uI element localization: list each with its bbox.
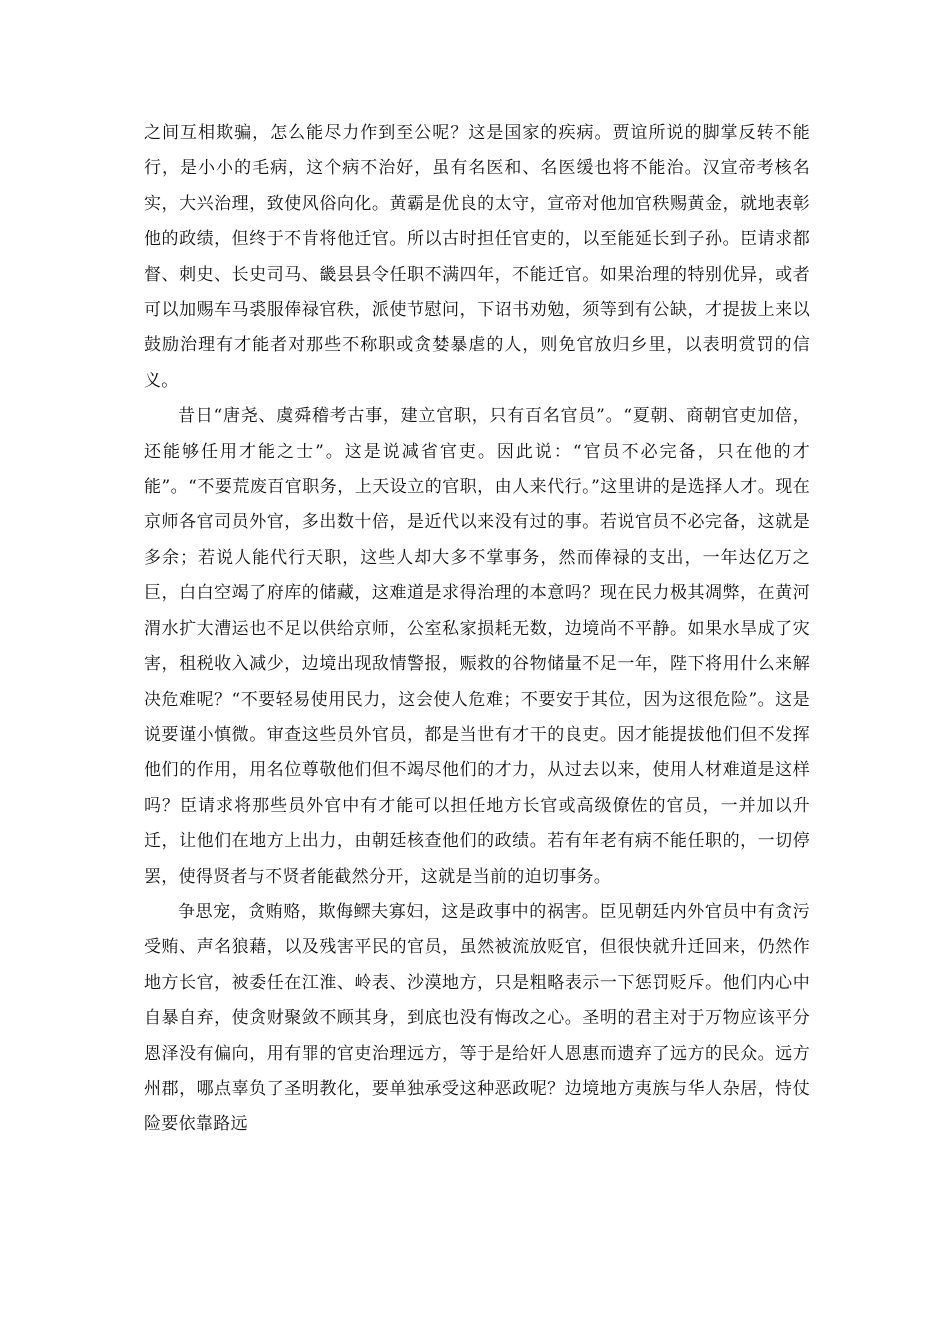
paragraph-1: 之间互相欺骗，怎么能尽力作到至公呢？这是国家的疾病。贾谊所说的脚掌反转不能行，是小小的毛病，这个病不治好，虽有名医和、名医缓也将不能治。汉宣帝考核名实，大兴治理，致使风俗向化。黄霸是优良的太守，宣帝对他加官秩赐黄金，就地表彰他的政绩，但终于不肯将他迁官。所以古时担任官吏的，以至能延长到子孙。臣请求都督、刺史、长史司马、畿县县令任职不满四年，不能迁官。如果治理的特别优异，或者可以加赐车马裘服俸禄官秩，派使节慰问，下诏书劝勉，须等到有公缺，才提拔上来以鼓励治理有才能者对那些不称职或贪婪暴虐的人，则免官放归乡里，以表明赏罚的信义。 bbox=[144, 123, 810, 391]
paragraph-2: 昔日“唐尧、虞舜稽考古事，建立官职，只有百名官员”。“夏朝、商朝官吏加倍，还能够任用才能之士”。这是说减省官吏。因此说：“官员不必完备，只在他的才能”。“不要荒废百官职务，上天设立的官职，由人来代行。”这里讲的是选择人才。现在京师各官司员外官，多出数十倍，是近代以来没有过的事。若说官员不必完备，这就是多余；若说人能代行天职，这些人却大多不掌事务，然而俸禄的支出，一年达亿万之巨，白白空竭了府库的储藏，这难道是求得治理的本意吗？现在民力极其凋弊，在黄河渭水扩大漕运也不足以供给京师，公室私家损耗无数，边境尚不平静。如果水旱成了灾害，租税收入减少，边境出现敌情警报，赈救的谷物储量不足一年，陛下将用什么来解决危难呢？“不要轻易使用民力，这会使人危难；不要安于其位，因为这很危险”。这是说要谨小慎微。审查这些员外官员，都是当世有才干的良吏。因才能提拔他们但不发挥他们的作用，用名位尊敬他们但不竭尽他们的才力，从过去以来，使用人材难道是这样吗？臣请求将那些员外官中有才能可以担任地方长官或高级僚佐的官员，一并加以升迁，让他们在地方上出力，由朝廷核查他们的政绩。若有年老有病不能任职的，一切停罢，使得贤者与不贤者能截然分开，这就是当前的迫切事务。 bbox=[144, 406, 810, 887]
paragraph-3: 争思宠，贪贿赂，欺侮鳏夫寡妇，这是政事中的祸害。臣见朝廷内外官员中有贪污受贿、声名狼藉，以及残害平民的官员，虽然被流放贬官，但很快就升迁回来，仍然作地方长官，被委任在江淮、岭表、沙漠地方，只是粗略表示一下惩罚贬斥。他们内心中自暴自弃，使贪财聚敛不顾其身，到底也没有悔改之心。圣明的君主对于万物应该平分恩泽没有偏向，用有罪的官吏治理远方，等于是给奸人恩惠而遗弃了远方的民众。远方州郡，哪点辜负了圣明教化，要单独承受这种恶政呢？边境地方夷族与华人杂居，恃仗险要依靠路远 bbox=[144, 901, 810, 1135]
document-body bbox=[144, 116, 810, 1143]
